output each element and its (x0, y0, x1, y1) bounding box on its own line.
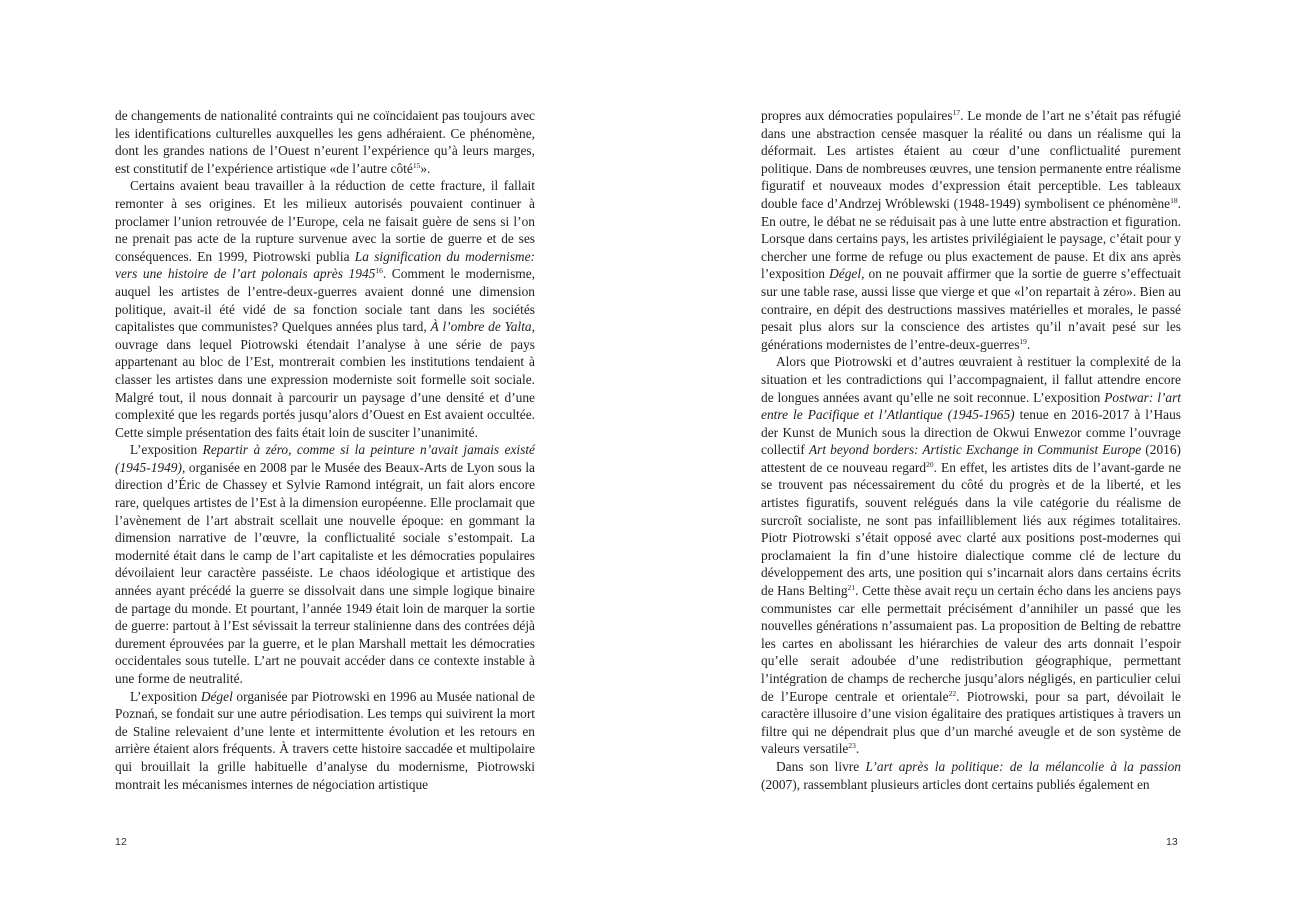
text-run: , ouvrage dans lequel Piotrowski étendait l’analyse à une série de pays appartenant au bloc de l’Est, montrerait combien les institutions tendaient à classer les artistes dans une expression moderniste soit formelle soit sociale. Malgré tout, il nous donnait à parcourir un paysage d’une densité et d’une complexité que les regards portés jusqu’alors d’Ouest en Est avaient occultée. Cette simple présentation des faits était loin de susciter l’unanimité. (115, 319, 535, 440)
page-number-left: 12 (115, 836, 127, 848)
text-run: . Le monde de l’art ne s’était pas réfugié dans une abstraction censée masquer la réalité ou dans un réalisme qui la déformait. Les artistes étaient au cœur d’une conflictualité purement politique. Dans de nombreuses œuvres, une tension permanente entre réalisme figuratif et nouveaux modes d’expression était perceptible. Les tableaux double face d’Andrzej Wróblewski (1948-1949) symbolisent ce phénomène (761, 108, 1181, 211)
paragraph (761, 758, 1181, 793)
paragraph (761, 353, 1181, 758)
paragraph (115, 688, 535, 794)
right-page-text (761, 107, 1181, 793)
text-run: . Comment le modernisme, auquel les artistes de l’entre-deux-guerres avaient donné une dimension politique, avait-il été vidé de sa fonction sociale tant dans les sociétés capitalistes que communistes? Quelques années plus tard, (115, 266, 535, 335)
text-run: . En effet, les artistes dits de l’avant-garde ne se trouvent pas nécessairement du côté du progrès et de la liberté, et les artistes figuratifs, souvent relégués dans la vile catégorie du réalisme de surcroît socialiste, ne sont pas infailliblement liés aux régimes totalitaires. Piotr Piotrowski s’était opposé avec clarté aux positions post-modernes qui proclamaient la fin d’une histoire dialectique comme clé de lecture du développement des arts, une position qui s’incarnait alors dans certains écrits de Hans Belting (761, 459, 1182, 599)
footnote-ref: 20 (926, 459, 934, 469)
italic-title: À l’ombre de Yalta (430, 319, 532, 335)
footnote-ref: 17 (952, 108, 961, 117)
text-run: organisée par Piotrowski en 1996 au Musée national de Poznań, se fondait sur une autre périodisation. Les temps qui suivirent la mort de Staline relevaient d’une lente et intermittente évolution et les retours en arrière étaient alors fréquents. À travers cette histoire saccadée et multipolaire qui brouillait la grille habituelle d’analyse du modernisme, Piotrowski montrait les mécanismes internes de négociation artistique (115, 688, 535, 792)
left-page-text (115, 107, 535, 793)
footnote-ref: 16 (375, 266, 383, 276)
italic-title: Art beyond borders: Artistic Exchange in Communist Europe (808, 442, 1142, 458)
text-run: tenue en 2016-2017 à l’Haus der Kunst de Munich sous la direction de Okwui Enwezor comme l’ouvrage collectif (761, 407, 1181, 458)
text-run: Dans son livre (776, 758, 866, 774)
text-run: . (855, 741, 860, 757)
text-run: L’exposition (130, 442, 203, 458)
text-run: Certains avaient beau travailler à la réduction de cette fracture, il fallait remonter à ses origines. Et les milieux autorisés pouvaient continuer à proclamer l’union retrouvée de l’Europe, cela ne faisait guère de sens si l’on ne prenait pas acte de la rupture survenue avec la sortie de guerre et de ses conséquences. En 1999, Piotrowski publia (115, 178, 535, 264)
text-run: (2016) attestent de ce nouveau regard (761, 442, 1181, 475)
text-run: . (1026, 336, 1031, 352)
footnote-ref: 23 (848, 741, 856, 751)
italic-title: Dégel (200, 688, 233, 704)
italic-title: Postwar: l’art entre le Pacifique et l’Atlantique (1945-1965) (761, 389, 1182, 423)
footnote-ref: 18 (1170, 195, 1178, 205)
italic-title: Dégel (829, 266, 862, 282)
text-run: Alors que Piotrowski et d’autres œuvraient à restituer la complexité de la situation et les contradictions qui l’accompagnaient, il fallut attendre encore de longues années avant qu’elle ne soit reconnue. L’exposition (761, 354, 1181, 405)
text-run: . En outre, le débat ne se réduisait pas à une lutte entre abstraction et figuration. Lorsque dans certains pays, les artistes privilégiaient le paysage, c’était pour y chercher une forme de refuge ou plus exactement de pause. Et dix ans après l’exposition (761, 195, 1181, 282)
italic-title: Repartir à zéro, comme si la peinture n’avait jamais existé (1945-1949) (115, 442, 535, 475)
paragraph (115, 177, 535, 441)
text-run: de changements de nationalité contraints qui ne coïncidaient pas toujours avec les identifications culturelles auxquelles les gens adhéraient. Ce phénomène, dont les grandes nations de l’Ouest n’eurent l’expérience qu’à leurs marges, est constitutif de l’expérience artistique «de l’autre côté (115, 108, 535, 176)
text-run: , organisée en 2008 par le Musée des Beaux-Arts de Lyon sous la direction d’Éric de Chassey et Sylvie Ramond intégrait, un fait alors encore rare, quelques artistes de l’Est à la dimension européenne. Elle proclamait que l’avènement de l’art abstrait scellait une nouvelle époque: en gommant la dimension narrative de l’œuvre, la conflictualité sociale s’estompait. La modernité était dans le camp de l’art capitaliste et les démocraties populaires dévoilaient leur caractère passéiste. Le chaos idéologique et artistique des années ayant précédé la guerre se dissolvait dans une simple logique binaire de partage du monde. Et pourtant, l’année 1949 était loin de marquer la sortie de guerre: partout à l’Est sévissait la terreur stalinienne dans des contrées déjà durement éprouvées par la guerre, et le plan Marshall mettait les démocraties occidentales sous tutelle. L’art ne pouvait accéder dans ce contexte instable à une forme de neutralité. (115, 459, 535, 686)
italic-title: L’art après la politique: de la mélancolie à la passion (865, 758, 1181, 774)
italic-title: La signification du modernisme: vers une histoire de l’art polonais après 1945 (115, 248, 535, 282)
footnote-ref: 22 (948, 688, 957, 698)
paragraph (115, 107, 535, 177)
paragraph (115, 441, 535, 687)
page-number-right: 13 (1166, 836, 1178, 848)
text-run: ». (420, 160, 431, 176)
text-run: L’exposition (130, 688, 201, 704)
footnote-ref: 19 (1019, 336, 1027, 346)
text-run: propres aux démocraties populaires (761, 108, 953, 123)
text-run: , on ne pouvait affirmer que la sortie de guerre s’effectuait sur une table rase, aussi lisse que vierge et que «l’on repartait à zéro». Bien au contraire, en dépit des destructions massives matérielles et morales, le passé pesait plus alors sur la conscience des artistes qu’il n’avait pesé sur les générations modernistes de l’entre-deux-guerres (761, 266, 1181, 352)
text-run: . Cette thèse avait reçu un certain écho dans les anciens pays communistes car elle permettait précisément d’annihiler un passé que les nouvelles générations n’assumaient pas. La proposition de Belting de rebattre les cartes en abolissant les hiérarchies de valeur des arts donnait l’espoir qu’elle serait adoubée d’une redistribution géographique, permettant l’intégration de champs de recherche jusqu’alors négligés, en particulier celui de l’Europe centrale et orientale (761, 583, 1181, 704)
paragraph (761, 107, 1181, 353)
footnote-ref: 15 (412, 160, 421, 170)
text-run: . Piotrowski, pour sa part, dévoilait le caractère illusoire d’une vision égalitaire des pratiques artistiques à travers un filtre qui ne dépendrait plus que d’un marché aveugle et de son système de valeurs versatile (761, 688, 1181, 757)
text-run: (2007), rassemblant plusieurs articles dont certains publiés également en (761, 776, 1150, 792)
footnote-ref: 21 (847, 583, 856, 593)
